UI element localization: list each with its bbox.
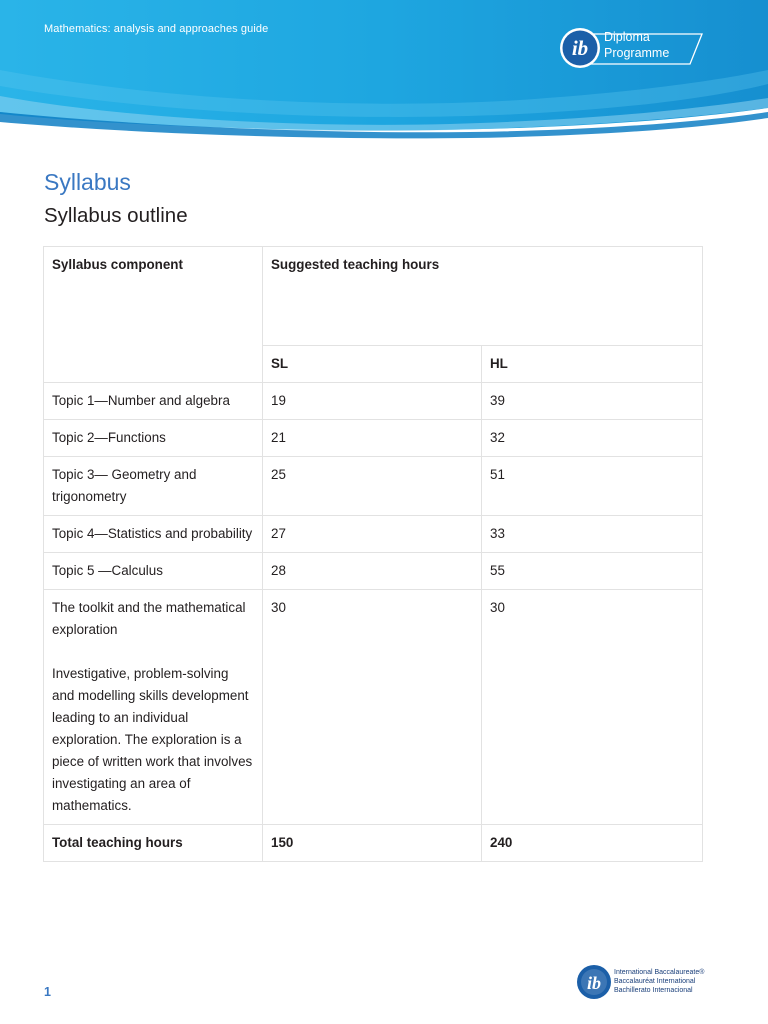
row-component: Topic 5 —Calculus: [44, 553, 263, 590]
ib-name-spanish: Bachillerato Internacional: [614, 987, 693, 994]
row-component: The toolkit and the mathematical exploration: [52, 600, 246, 637]
header-teaching-hours: Suggested teaching hours: [263, 247, 703, 346]
row-component: Topic 2—Functions: [44, 420, 263, 457]
row-component: Topic 1—Number and algebra: [44, 383, 263, 420]
section-title: Syllabus: [44, 169, 131, 195]
page-number: 1: [44, 985, 51, 999]
logo-text-diploma: Diploma: [604, 30, 650, 44]
header-banner: [0, 0, 768, 140]
logo-text-programme: Programme: [604, 46, 670, 60]
row-hl-hours: 32: [482, 420, 703, 457]
header-hl: HL: [482, 346, 703, 383]
table-row: [44, 516, 703, 553]
row-component-cell: [44, 590, 263, 825]
row-hl-hours: 51: [482, 457, 703, 516]
total-hl-hours: 240: [482, 825, 703, 862]
row-sl-hours: 25: [263, 457, 482, 516]
row-hl-hours: 33: [482, 516, 703, 553]
ib-name-french: Baccalauréat International: [614, 978, 696, 985]
row-sl-hours: 28: [263, 553, 482, 590]
row-sl-hours: 19: [263, 383, 482, 420]
ib-logo-mark: ib: [571, 36, 589, 60]
table-total-row: [44, 825, 703, 862]
table-row: [44, 590, 703, 825]
subsection-title: Syllabus outline: [44, 204, 188, 227]
table-row: [44, 553, 703, 590]
row-sl-hours: 30: [263, 590, 482, 825]
ib-name-english: International Baccalaureate®: [614, 969, 705, 976]
banner-wave-graphic: [0, 0, 768, 140]
table-header-row: [44, 247, 703, 346]
document-title: Mathematics: analysis and approaches guide: [44, 23, 269, 35]
table-row: [44, 383, 703, 420]
header-sl: SL: [263, 346, 482, 383]
ib-footer-logo: [576, 964, 612, 1000]
total-sl-hours: 150: [263, 825, 482, 862]
header-syllabus-component: Syllabus component: [44, 247, 263, 383]
row-sl-hours: 27: [263, 516, 482, 553]
row-component: Topic 4—Statistics and probability: [44, 516, 263, 553]
row-sl-hours: 21: [263, 420, 482, 457]
table-row: [44, 457, 703, 516]
row-hl-hours: 39: [482, 383, 703, 420]
row-hl-hours: 55: [482, 553, 703, 590]
ib-footer-logo-mark: ib: [586, 973, 602, 993]
row-hl-hours: 30: [482, 590, 703, 825]
row-component-detail: Investigative, problem-solving and modelling skills development leading to an individual exploration. The exploration is a piece of written work that involves investigating an area of mathematics.: [52, 666, 253, 813]
ib-organisation-names: [614, 968, 704, 995]
table-row: [44, 420, 703, 457]
row-component: Topic 3— Geometry and trigonometry: [44, 457, 263, 516]
total-label: Total teaching hours: [44, 825, 263, 862]
syllabus-outline-table: [43, 246, 703, 862]
